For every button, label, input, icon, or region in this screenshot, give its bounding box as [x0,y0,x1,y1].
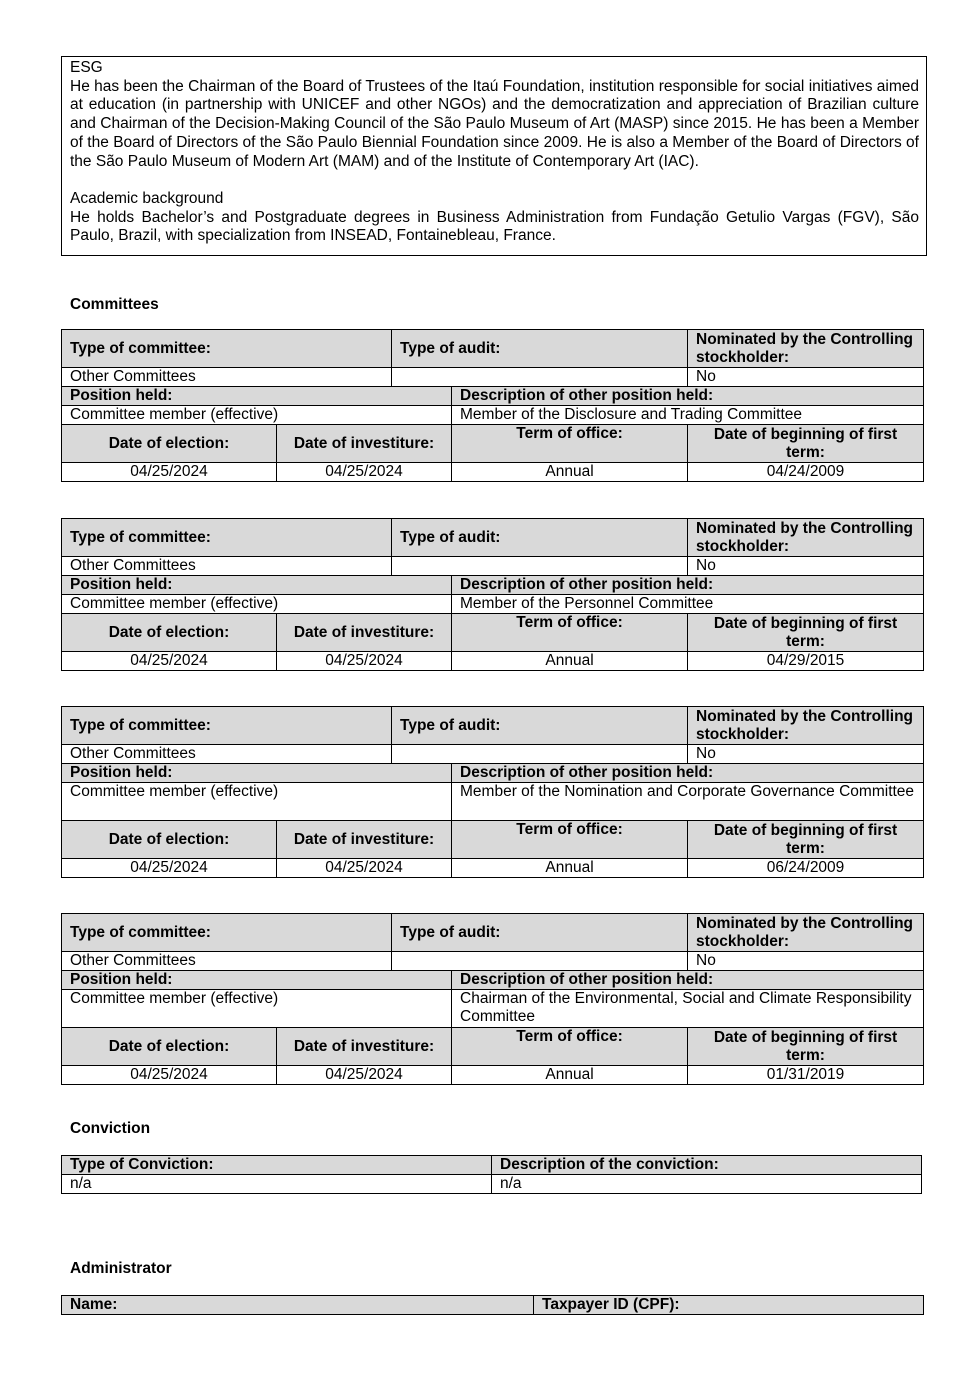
nominated-value: No [688,745,924,764]
position-held-value: Committee member (effective) [62,783,452,821]
first-term-date-header: Date of beginning of first term: [688,614,924,652]
term-of-office-value: Annual [452,1066,688,1085]
committee-type-header: Type of committee: [62,519,392,557]
term-of-office-value: Annual [452,859,688,878]
nominated-value: No [688,557,924,576]
committee-table [61,329,924,482]
audit-type-value [392,745,688,764]
conviction-description-header: Description of the conviction: [492,1156,922,1175]
academic-heading: Academic background [70,189,224,207]
nominated-header: Nominated by the Controlling stockholder: [688,707,924,745]
first-term-date-header: Date of beginning of first term: [688,425,924,463]
biography-box [61,56,927,256]
committee-table [61,706,924,878]
description-value: Chairman of the Environmental, Social and Climate Responsibility Committee [452,990,924,1028]
first-term-date-value: 01/31/2019 [688,1066,924,1085]
term-of-office-header: Term of office: [452,1028,688,1066]
audit-type-header: Type of audit: [392,519,688,557]
description-header: Description of other position held: [452,764,924,783]
election-date-value: 04/25/2024 [62,652,277,671]
taxpayer-id-header: Taxpayer ID (CPF): [534,1296,924,1315]
term-of-office-header: Term of office: [452,425,688,463]
investiture-date-value: 04/25/2024 [277,1066,452,1085]
committees-title: Committees [70,296,159,313]
committee-type-header: Type of committee: [62,707,392,745]
administrator-title: Administrator [70,1260,172,1277]
audit-type-value [392,557,688,576]
committee-type-header: Type of committee: [62,914,392,952]
term-of-office-header: Term of office: [452,614,688,652]
investiture-date-header: Date of investiture: [277,1028,452,1066]
position-held-value: Committee member (effective) [62,595,452,614]
committee-type-value: Other Committees [62,952,392,971]
conviction-table [61,1155,922,1194]
election-date-header: Date of election: [62,425,277,463]
term-of-office-header: Term of office: [452,821,688,859]
description-value: Member of the Nomination and Corporate Governance Committee [452,783,924,821]
committee-table [61,913,924,1085]
investiture-date-header: Date of investiture: [277,821,452,859]
election-date-value: 04/25/2024 [62,859,277,878]
conviction-title: Conviction [70,1120,151,1137]
esg-heading: ESG [70,59,103,76]
first-term-date-header: Date of beginning of first term: [688,1028,924,1066]
position-held-header: Position held: [62,387,452,406]
election-date-header: Date of election: [62,1028,277,1066]
investiture-date-header: Date of investiture: [277,614,452,652]
committee-type-value: Other Committees [62,368,392,387]
nominated-header: Nominated by the Controlling stockholder: [688,914,924,952]
audit-type-value [392,952,688,971]
investiture-date-value: 04/25/2024 [277,463,452,482]
esg-text: He has been the Chairman of the Board of Trustees of the Itaú Foundation, institution responsible for social initiatives aimed at education (in partnership with UNICEF and other NGOs) and the democratization and appreciation of Brazilian culture and Chairman of the Decision-Making Council of the São Paulo Museum of Art (MASP) since 2015. He has been a Member of the Board of Directors of the São Paulo Biennial Foundation since 2009. He is also a Member of the Board of Directors of the São Paulo Museum of Modern Art (MAM) and of the Institute of Contemporary Art (IAC). [70,77,919,170]
election-date-header: Date of election: [62,821,277,859]
description-header: Description of other position held: [452,387,924,406]
nominated-value: No [688,952,924,971]
administrator-table [61,1295,924,1315]
audit-type-header: Type of audit: [392,330,688,368]
investiture-date-value: 04/25/2024 [277,652,452,671]
conviction-type-header: Type of Conviction: [62,1156,492,1175]
first-term-date-value: 04/29/2015 [688,652,924,671]
description-value: Member of the Disclosure and Trading Committee [452,406,924,425]
election-date-header: Date of election: [62,614,277,652]
position-held-value: Committee member (effective) [62,990,452,1028]
name-header: Name: [62,1296,534,1315]
description-header: Description of other position held: [452,576,924,595]
nominated-header: Nominated by the Controlling stockholder: [688,330,924,368]
conviction-description-value: n/a [492,1175,922,1194]
audit-type-header: Type of audit: [392,914,688,952]
investiture-date-header: Date of investiture: [277,425,452,463]
conviction-type-value: n/a [62,1175,492,1194]
committee-type-header: Type of committee: [62,330,392,368]
term-of-office-value: Annual [452,463,688,482]
committee-table [61,518,924,671]
first-term-date-header: Date of beginning of first term: [688,821,924,859]
investiture-date-value: 04/25/2024 [277,859,452,878]
first-term-date-value: 04/24/2009 [688,463,924,482]
election-date-value: 04/25/2024 [62,463,277,482]
audit-type-header: Type of audit: [392,707,688,745]
academic-text: He holds Bachelor’s and Postgraduate degrees in Business Administration from Fundação Getulio Vargas (FGV), São Paulo, Brazil, with specialization from INSEAD, Fontainebleau, France. [70,208,919,245]
election-date-value: 04/25/2024 [62,1066,277,1085]
description-header: Description of other position held: [452,971,924,990]
position-held-header: Position held: [62,764,452,783]
position-held-header: Position held: [62,576,452,595]
term-of-office-value: Annual [452,652,688,671]
nominated-value: No [688,368,924,387]
audit-type-value [392,368,688,387]
position-held-value: Committee member (effective) [62,406,452,425]
first-term-date-value: 06/24/2009 [688,859,924,878]
nominated-header: Nominated by the Controlling stockholder: [688,519,924,557]
committee-type-value: Other Committees [62,557,392,576]
committee-type-value: Other Committees [62,745,392,764]
description-value: Member of the Personnel Committee [452,595,924,614]
position-held-header: Position held: [62,971,452,990]
